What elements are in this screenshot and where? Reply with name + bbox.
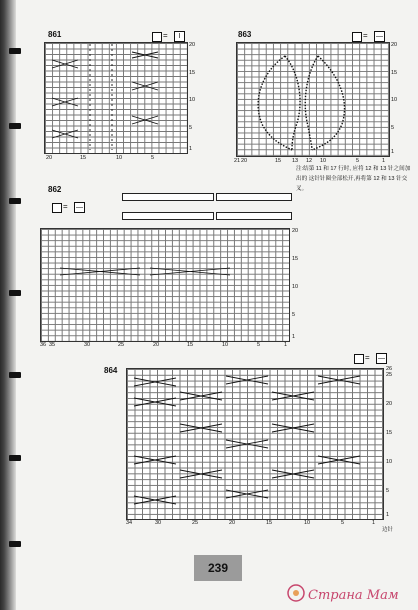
chart-861-col-5: 5	[151, 155, 155, 161]
chart-861-row-20: 20	[189, 42, 196, 48]
chart-861-col-20: 20	[46, 155, 53, 161]
chart-864-col-34: 34	[126, 520, 133, 526]
chart-863-col-12: 12	[306, 158, 313, 164]
legend-knit-symbol: —	[378, 355, 385, 362]
chart-864-row-20: 20	[386, 401, 393, 407]
chart-863-row-10: 10	[391, 97, 398, 103]
legend-equals: =	[365, 353, 370, 362]
watermark-logo-icon	[285, 583, 307, 603]
chart-number-863: 863	[238, 30, 252, 39]
watermark-text: Страна Мам	[308, 588, 399, 603]
chart-862-col-10: 10	[222, 342, 229, 348]
chart-863-col-5: 5	[356, 158, 360, 164]
chart-862-col-36: 36	[40, 342, 47, 348]
chart-number-862: 862	[48, 185, 62, 194]
chart-862-col-20: 20	[153, 342, 160, 348]
legend-knit-symbol: —	[76, 204, 83, 211]
chart-862-row-10: 10	[292, 284, 299, 290]
chart-864-col-1: 1	[372, 520, 376, 526]
chart-863-col-13: 13	[292, 158, 299, 164]
chart-862-row-1: 1	[292, 334, 296, 340]
legend-knit-symbol: —	[376, 33, 383, 40]
chart-863-col-21: 21	[234, 158, 241, 164]
chart-864-col-20: 20	[229, 520, 236, 526]
chart-863-leaf-motifs	[258, 56, 344, 150]
chart-862-col-25: 25	[118, 342, 125, 348]
legend-equals: =	[363, 31, 368, 40]
page-number: 239	[194, 555, 242, 581]
chart-864-row-26: 26	[386, 366, 393, 372]
legend-equals: =	[63, 202, 68, 211]
chart-864-row-15: 15	[386, 430, 393, 436]
legend-purl-symbol: I	[174, 31, 185, 42]
chart-number-864: 864	[104, 366, 118, 375]
chart-864-col-5: 5	[341, 520, 345, 526]
chart-863-row-1: 1	[391, 149, 395, 155]
chart-864-row-5: 5	[386, 488, 390, 494]
chart-863-col-1: 1	[382, 158, 386, 164]
chart-861-row-10: 10	[189, 97, 196, 103]
chart-864-col-15: 15	[266, 520, 273, 526]
chart-864-row-1: 1	[386, 512, 390, 518]
chart-864-col-25: 25	[192, 520, 199, 526]
chart-863-row-5: 5	[391, 125, 395, 131]
chart-863-row-15: 15	[391, 70, 398, 76]
chart-862-col-30: 30	[84, 342, 91, 348]
chart-862-row-20: 20	[292, 228, 299, 234]
chart-864-row-10: 10	[386, 459, 393, 465]
chart-861-col-10: 10	[116, 155, 123, 161]
chart-863-col-15: 15	[275, 158, 282, 164]
chart-862-col-35: 35	[49, 342, 56, 348]
chart-862-row-15: 15	[292, 256, 299, 262]
chart-862-cable-lines	[60, 268, 230, 275]
chart-862-col-15: 15	[187, 342, 194, 348]
chart-864-col-30: 30	[155, 520, 162, 526]
chart-864-col-10: 10	[304, 520, 311, 526]
chart-861-row-5: 5	[189, 125, 193, 131]
chart-number-861: 861	[48, 30, 62, 39]
chart-863-note: 注:结第 11 和 17 行时, 应将 12 和 13 针之间加出的 这针针圈全部松开,再将第 12 和 13 针交叉。	[296, 166, 411, 192]
chart-861-row-1: 1	[189, 146, 193, 152]
chart-863-col-20: 20	[241, 158, 248, 164]
chart-861-col-15: 15	[80, 155, 87, 161]
chart-863-col-10: 10	[320, 158, 327, 164]
chart-864-edge-stitch-label: 边针	[382, 527, 394, 533]
chart-861-cable-crosses	[52, 44, 158, 150]
chart-864-row-25: 25	[386, 372, 393, 378]
chart-862-col-1: 1	[284, 342, 288, 348]
chart-863-row-20: 20	[391, 42, 398, 48]
chart-861-row-15: 15	[189, 70, 196, 76]
legend-equals: =	[163, 31, 168, 40]
chart-862-col-5: 5	[257, 342, 261, 348]
chart-862-row-5: 5	[292, 312, 296, 318]
chart-864-cable-crosses	[134, 376, 360, 504]
